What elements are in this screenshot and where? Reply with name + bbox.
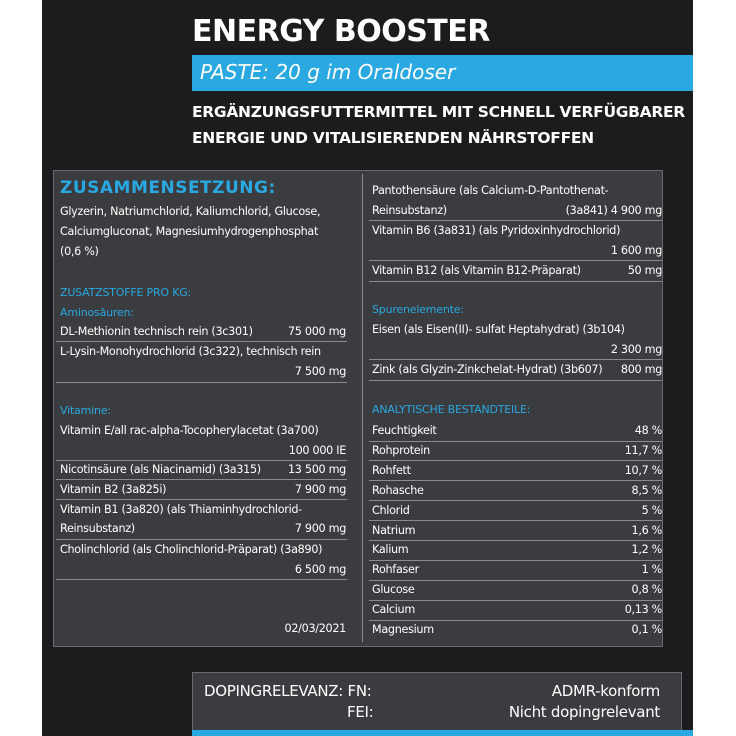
vitamins-heading: Vitamine: [60,404,111,417]
additive-value: 100 000 IE [288,444,346,457]
analysis-name: Rohprotein [372,443,430,457]
row-divider [369,260,662,261]
composition-panel [53,170,663,647]
additive-name: Pantothensäure (als Calcium-D-Pantothenat- [372,184,609,197]
additive-name: Zink (als Glyzin-Zinkchelat-Hydrat) (3b607) [372,363,603,376]
analysis-name: Rohasche [372,483,424,497]
analysis-name: Calcium [372,603,415,617]
issue-date: 02/03/2021 [284,622,346,635]
row-divider [369,560,662,561]
composition-line: Calciumgluconat, Magnesiumhydrogenphosphat [60,225,319,238]
row-divider [56,460,347,461]
analysis-value: 1,6 % [631,523,662,537]
additive-name: DL-Methionin technisch rein (3c301) [60,325,253,338]
row-divider [56,499,347,500]
additive-value: 2 300 mg [610,343,662,356]
row-divider [56,341,347,342]
composition-line: Glyzerin, Natriumchlorid, Kaliumchlorid, Glucose, [60,205,321,218]
analysis-name: Feuchtigkeit [372,424,437,437]
additive-name: Nicotinsäure (als Niacinamid) (3a315) [60,463,261,476]
analysis-value: 8,5 % [631,483,662,497]
analysis-value: 0,1 % [631,623,662,636]
row-divider [369,441,662,442]
additive-value: 7 900 mg [294,483,346,496]
amino-heading: Aminosäuren: [60,306,134,319]
product-subtitle: PASTE: 20 g im Oraldoser [200,60,456,84]
analysis-name: Rohfett [372,463,411,477]
additive-value: 50 mg [627,264,662,277]
analysis-name: Kalium [372,543,409,557]
additive-name: Eisen (als Eisen(II)- sulfat Heptahydrat) (3b104) [372,323,625,336]
additive-name: Vitamin E/all rac-alpha-Tocopherylacetat (3a700) [60,424,319,437]
description-line-2: ENERGIE UND VITALISIERENDEN NÄHRSTOFFEN [192,129,594,147]
row-divider [56,382,347,383]
additive-name-cont: Reinsubstanz) [60,522,135,535]
analysis-name: Magnesium [372,623,434,636]
analysis-value: 5 % [641,503,662,517]
additive-name: Vitamin B12 (als Vitamin B12-Präparat) [372,264,581,277]
analysis-heading: ANALYTISCHE BESTANDTEILE: [372,403,531,416]
row-divider [369,281,662,282]
additive-name: L-Lysin-Monohydrochlorid (3c322), technisch rein [60,345,321,358]
product-title: ENERGY BOOSTER [192,14,490,49]
row-divider [56,579,347,580]
additive-name: Cholinchlorid (als Cholinchlorid-Präparat) (3a890) [60,543,323,556]
additive-value: 13 500 mg [287,463,346,476]
additive-value: (3a841) 4 900 mg [565,204,662,217]
row-divider [369,359,662,360]
bottom-accent-stripe [192,730,693,736]
additive-name-cont: Reinsubstanz) [372,204,447,217]
additive-value: 7 500 mg [294,365,346,378]
additive-value: 1 600 mg [610,244,662,257]
doping-value-fn: ADMR-konform [551,682,660,700]
product-label [42,0,693,736]
row-divider [369,220,662,221]
row-divider [369,380,662,381]
additive-name: Vitamin B2 (3a825i) [60,483,167,496]
additive-name: Vitamin B6 (3a831) (als Pyridoxinhydrochlorid) [372,224,621,237]
column-divider [362,174,363,642]
row-divider [56,539,347,540]
analysis-value: 1,2 % [631,543,662,557]
analysis-name: Natrium [372,523,416,537]
row-divider [369,580,662,581]
trace-heading: Spurenelemente: [372,303,464,316]
row-divider [369,460,662,461]
additive-value: 800 mg [620,363,662,376]
analysis-value: 0,13 % [624,603,662,617]
analysis-name: Chlorid [372,503,410,517]
doping-label-fei: FEI: [347,703,374,721]
row-divider [369,520,662,521]
analysis-name: Glucose [372,583,415,597]
additives-heading: ZUSATZSTOFFE PRO KG: [60,286,192,299]
row-divider [369,540,662,541]
analysis-value: 11,7 % [624,443,662,457]
composition-line: (0,6 %) [60,245,99,258]
row-divider [369,480,662,481]
doping-value-fei: Nicht dopingrelevant [508,703,660,721]
row-divider [369,620,662,621]
analysis-value: 1 % [641,563,662,577]
additive-value: 7 900 mg [294,522,346,535]
analysis-name: Rohfaser [372,563,419,577]
analysis-value: 48 % [634,424,662,437]
doping-label-fn: DOPINGRELEVANZ: FN: [204,682,372,700]
row-divider [369,500,662,501]
additive-value: 6 500 mg [294,563,346,576]
row-divider [56,479,347,480]
analysis-value: 0,8 % [631,583,662,597]
analysis-value: 10,7 % [624,463,662,477]
row-divider [369,600,662,601]
additive-value: 75 000 mg [287,325,346,338]
composition-heading: ZUSAMMENSETZUNG: [60,178,276,198]
additive-name: Vitamin B1 (3a820) (als Thiaminhydrochlorid- [60,503,302,516]
description-line-1: ERGÄNZUNGSFUTTERMITTEL MIT SCHNELL VERFÜGBARER [192,103,685,121]
